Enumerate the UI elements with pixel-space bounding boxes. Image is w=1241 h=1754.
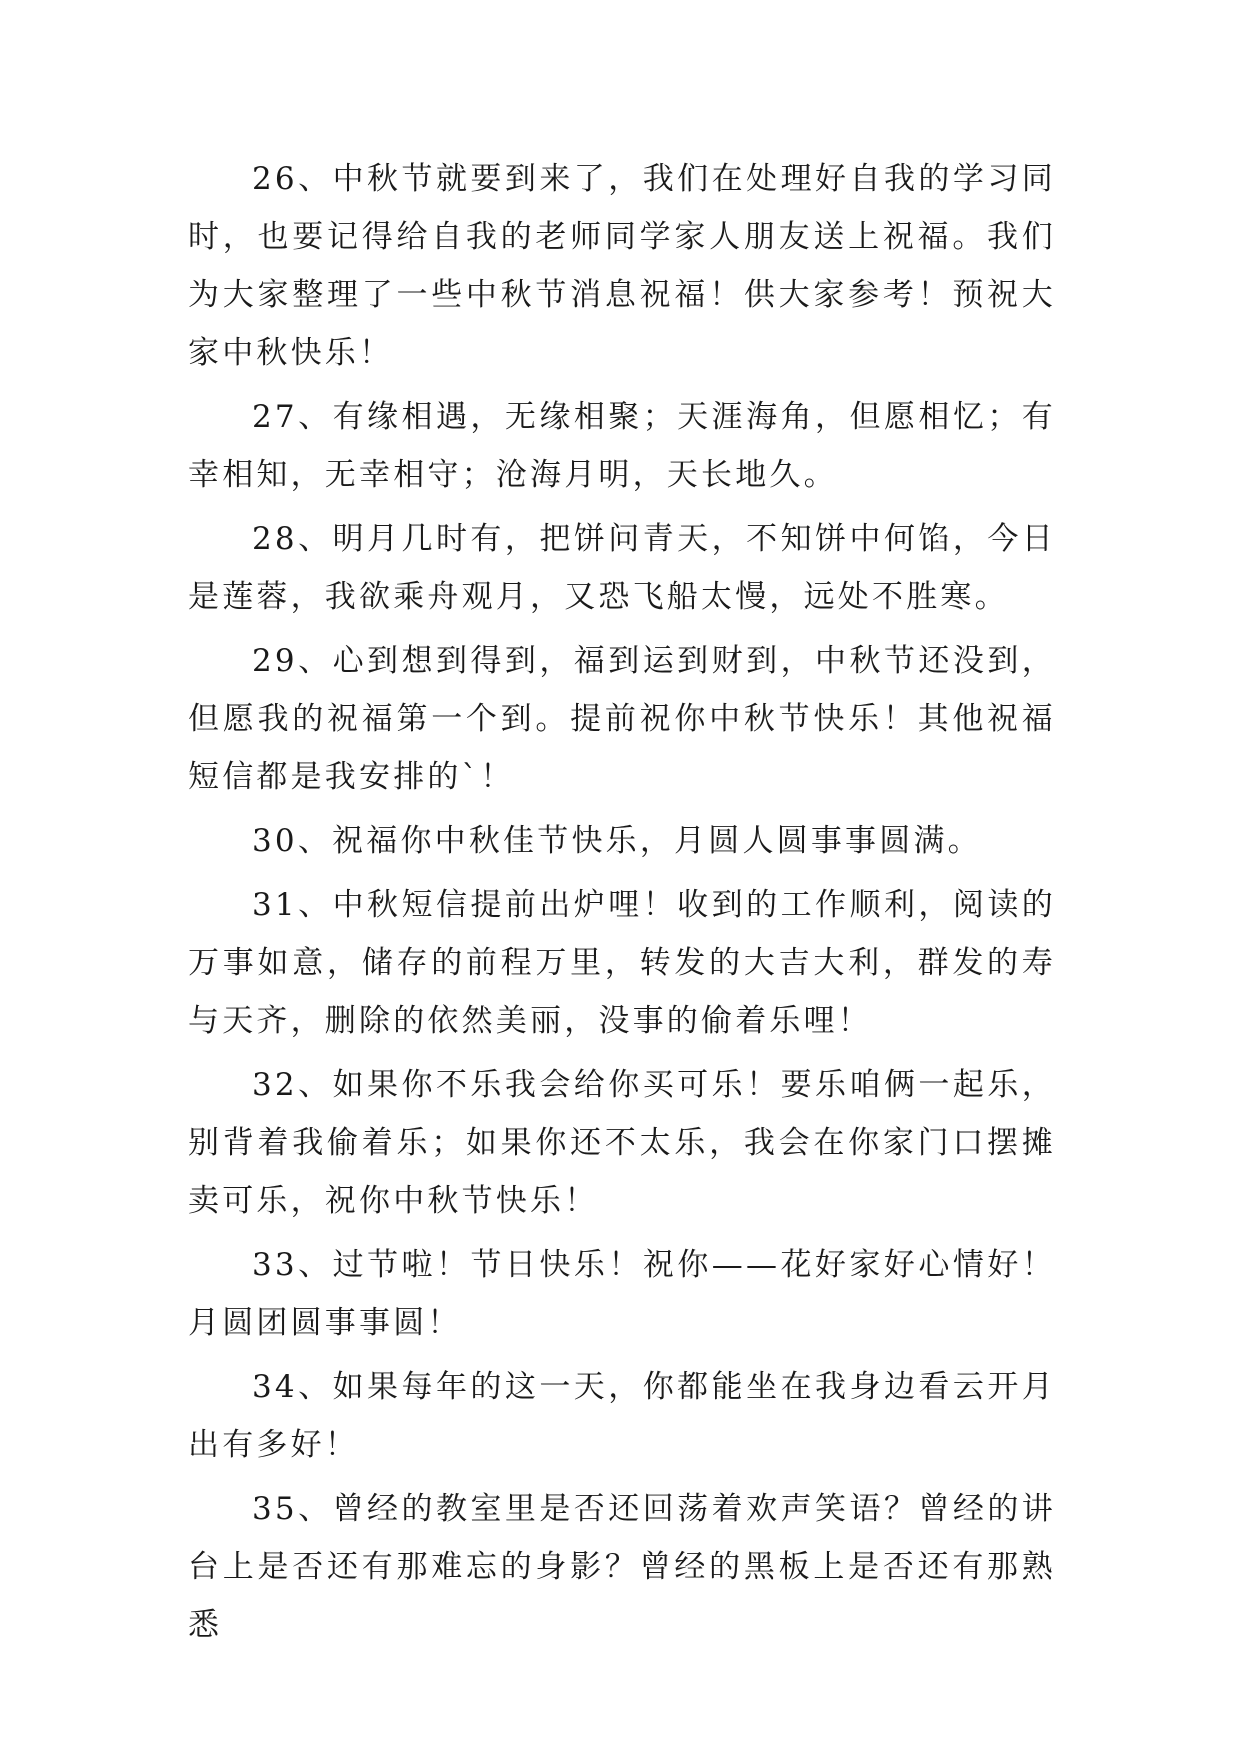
paragraph-28: 28、明月几时有，把饼问青天，不知饼中何馅，今日是莲蓉，我欲乘舟观月，又恐飞船太慢，远处不胜寒。 [188, 521, 1056, 615]
paragraph-31: 31、中秋短信提前出炉哩！收到的工作顺利，阅读的万事如意，储存的前程万里，转发的大吉大利，群发的寿与天齐，删除的依然美丽，没事的偷着乐哩！ [188, 887, 1056, 1039]
paragraph-32: 32、如果你不乐我会给你买可乐！要乐咱俩一起乐，别背着我偷着乐；如果你还不太乐，我会在你家门口摆摊卖可乐，祝你中秋节快乐！ [188, 1067, 1056, 1219]
paragraph-35: 35、曾经的教室里是否还回荡着欢声笑语？曾经的讲台上是否还有那难忘的身影？曾经的黑板上是否还有那熟悉 [188, 1491, 1056, 1643]
paragraph-26: 26、中秋节就要到来了，我们在处理好自我的学习同时，也要记得给自我的老师同学家人朋友送上祝福。我们为大家整理了一些中秋节消息祝福！供大家参考！预祝大家中秋快乐！ [188, 161, 1056, 371]
paragraph-29: 29、心到想到得到，福到运到财到，中秋节还没到，但愿我的祝福第一个到。提前祝你中秋节快乐！其他祝福短信都是我安排的`！ [188, 643, 1056, 795]
paragraph-33: 33、过节啦！节日快乐！祝你——花好家好心情好！月圆团圆事事圆！ [188, 1247, 1056, 1341]
paragraph-34: 34、如果每年的这一天，你都能坐在我身边看云开月出有多好！ [188, 1369, 1056, 1463]
document-page [188, 150, 1056, 1660]
paragraph-30: 30、祝福你中秋佳节快乐，月圆人圆事事圆满。 [252, 823, 982, 859]
paragraph-27: 27、有缘相遇，无缘相聚；天涯海角，但愿相忆；有幸相知，无幸相守；沧海月明，天长地久。 [188, 399, 1056, 493]
